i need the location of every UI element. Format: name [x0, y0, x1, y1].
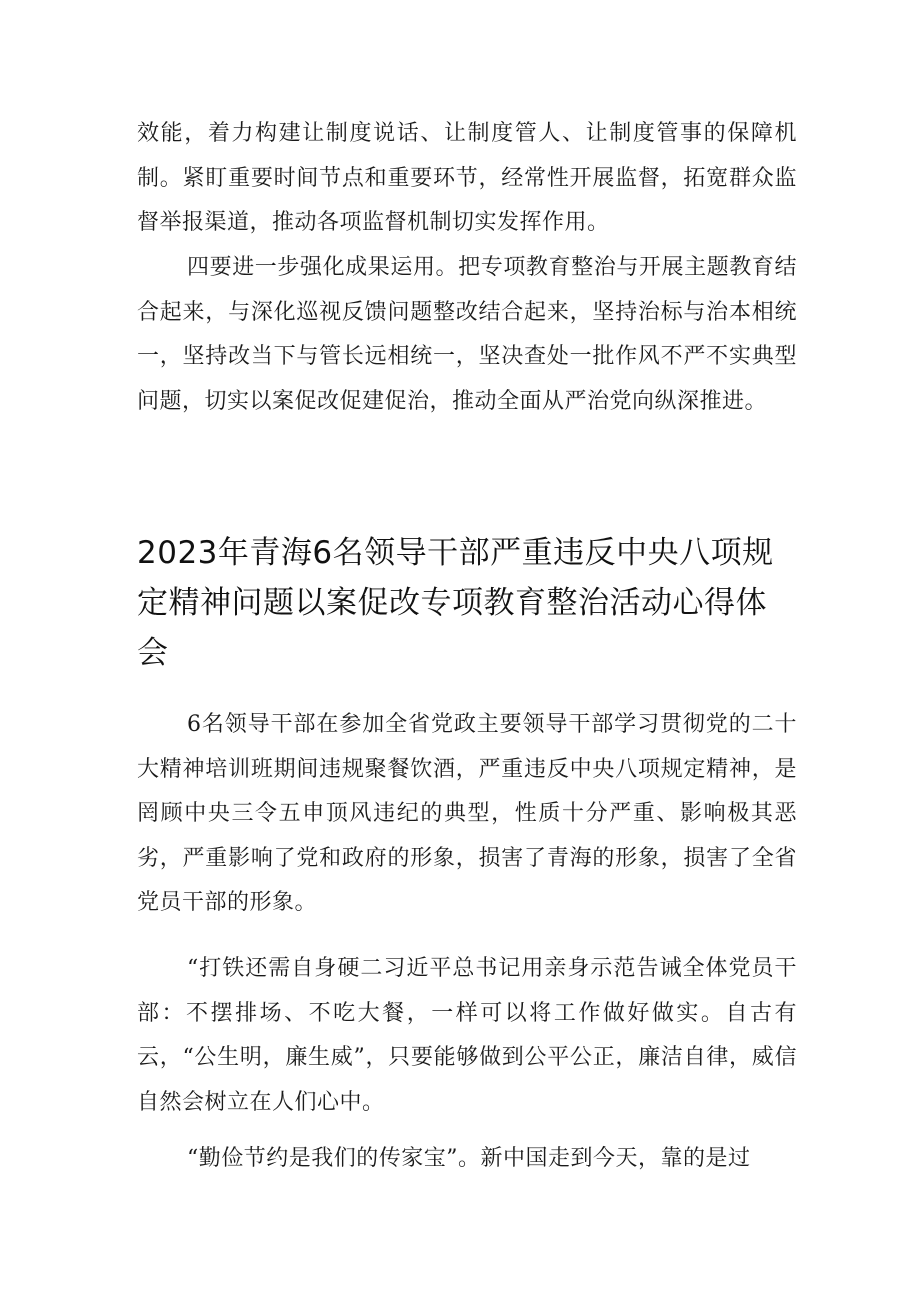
paragraph-four-requirement: 四要进一步强化成果运用。把专项教育整治与开展主题教育结合起来，与深化巡视反馈问题整改结合起来，坚持治标与治本相统一，坚持改当下与管长远相统一，坚决查处一批作风不严不实典型问题，切实以案促改促建促治，推动全面从严治党向纵深推进。	[137, 255, 797, 414]
paragraph-self-discipline: “打铁还需自身硬二习近平总书记用亲身示范告诫全体党员干部：不摆排场、不吃大餐，一样可以将工作做好做实。自古有云，“公生明，廉生威”，只要能够做到公平公正，廉洁自律，威信自然会树立在人们心中。	[137, 956, 797, 1115]
paragraph-continuation: 效能，着力构建让制度说话、让制度管人、让制度管事的保障机制。紧盯重要时间节点和重要环节，经常性开展监督，拓宽群众监督举报渠道，推动各项监督机制切实发挥作用。	[137, 121, 797, 235]
article-title: 2023年青海6名领导干部严重违反中央八项规定精神问题以案促改专项教育整治活动心得体会	[137, 535, 774, 671]
paragraph-frugality: “勤俭节约是我们的传家宝”。新中国走到今天，靠的是过	[187, 1146, 751, 1171]
paragraph-intro: 6名领导干部在参加全省党政主要领导干部学习贯彻党的二十大精神培训班期间违规聚餐饮酒，严重违反中央八项规定精神，是罔顾中央三令五申顶风违纪的典型，性质十分严重、影响极其恶劣，严重影响了党和政府的形象，损害了青海的形象，损害了全省党员干部的形象。	[137, 712, 797, 915]
